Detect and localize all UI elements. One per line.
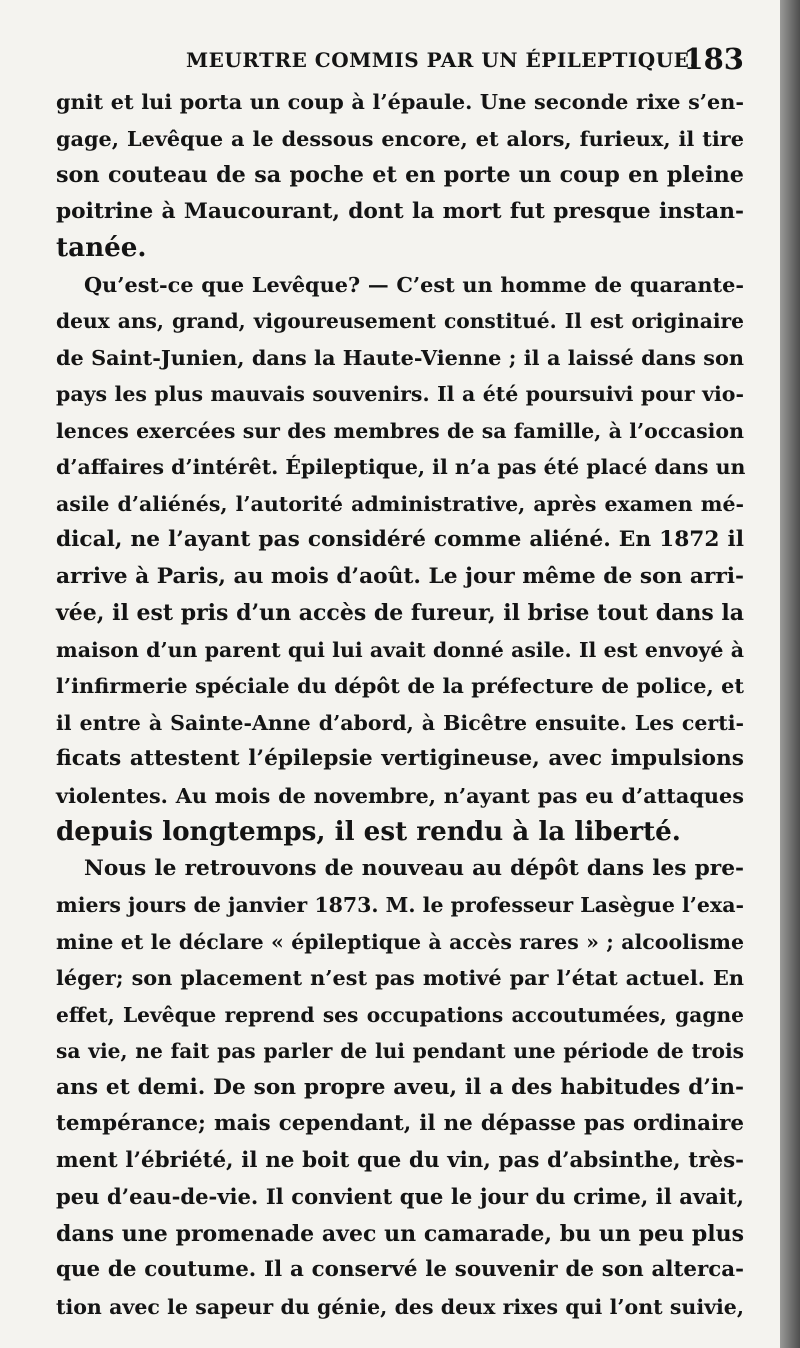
text-line: asile d’aliénés, l’autorité administrative, après examen mé- <box>56 491 744 516</box>
text-line: lences exercées sur des membres de sa famille, à l’occasion <box>56 418 744 443</box>
page-edge-shadow <box>780 0 800 1348</box>
text-line: maison d’un parent qui lui avait donné asile. Il est envoyé à <box>56 637 744 662</box>
text-line: Qu’est-ce que Levêque? — C’est un homme de quarante- <box>84 271 744 297</box>
text-line: il entre à Sainte-Anne d’abord, à Bicêtre ensuite. Les certi- <box>56 710 744 735</box>
text-line: miers jours de janvier 1873. M. le professeur Lasègue l’exa- <box>56 893 744 917</box>
text-line: Nous le retrouvons de nouveau au dépôt dans les pre- <box>84 855 744 881</box>
text-line: l’infirmerie spéciale du dépôt de la préfecture de police, et <box>56 673 744 698</box>
text-line: de Saint-Junien, dans la Haute-Vienne ; il a laissé dans son <box>56 344 744 370</box>
text-line: mine et le déclare « épileptique à accès rares » ; alcoolisme <box>56 929 744 954</box>
text-line: depuis longtemps, il est rendu à la liberté. <box>56 816 681 847</box>
body-text <box>56 84 744 1325</box>
page-header <box>56 42 744 78</box>
text-line: arrive à Paris, au mois d’août. Le jour même de son arri- <box>56 563 744 589</box>
running-title: MEURTRE COMMIS PAR UN ÉPILEPTIQUE. <box>186 48 697 72</box>
text-line: son couteau de sa poche et en porte un coup en pleine <box>56 162 744 188</box>
text-line: pays les plus mauvais souvenirs. Il a été poursuivi pour vio- <box>56 382 744 406</box>
text-line: poitrine à Maucourant, dont la mort fut presque instan- <box>56 198 744 224</box>
text-line: ficats attestent l’épilepsie vertigineuse, avec impulsions <box>56 746 744 771</box>
text-line: que de coutume. Il a conservé le souvenir de son alterca- <box>56 1257 744 1282</box>
text-line: léger; son placement n’est pas motivé par l’état actuel. En <box>56 965 744 990</box>
text-line: tempérance; mais cependant, il ne dépasse pas ordinaire <box>56 1111 744 1136</box>
text-line: peu d’eau-de-vie. Il convient que le jour du crime, il avait, <box>56 1184 744 1209</box>
text-line: gnit et lui porta un coup à l’épaule. Une seconde rixe s’en- <box>56 89 744 114</box>
text-line: tion avec le sapeur du génie, des deux rixes qui l’ont suivie, <box>56 1294 744 1319</box>
text-line: gage, Levêque a le dessous encore, et alors, furieux, il tire <box>56 125 744 151</box>
text-line: sa vie, ne fait pas parler de lui pendant une période de trois <box>56 1039 744 1063</box>
text-line: ment l’ébriété, il ne boit que du vin, pas d’absinthe, très- <box>56 1147 744 1173</box>
text-line: dans une promenade avec un camarade, bu un peu plus <box>56 1220 744 1247</box>
text-line: vée, il est pris d’un accès de fureur, il brise tout dans la <box>56 600 744 626</box>
text-line: deux ans, grand, vigoureusement constitué. Il est originaire <box>56 309 744 333</box>
text-line: d’affaires d’intérêt. Épileptique, il n’a pas été placé dans un <box>56 455 746 479</box>
text-line: dical, ne l’ayant pas considéré comme aliéné. En 1872 il <box>56 527 744 552</box>
page-number: 183 <box>683 42 744 76</box>
text-line: effet, Levêque reprend ses occupations accoutumées, gagne <box>56 1002 744 1027</box>
text-line: violentes. Au mois de novembre, n’ayant pas eu d’attaques <box>56 782 744 808</box>
text-line: ans et demi. De son propre aveu, il a des habitudes d’in- <box>56 1074 744 1100</box>
text-line: tanée. <box>56 232 147 263</box>
